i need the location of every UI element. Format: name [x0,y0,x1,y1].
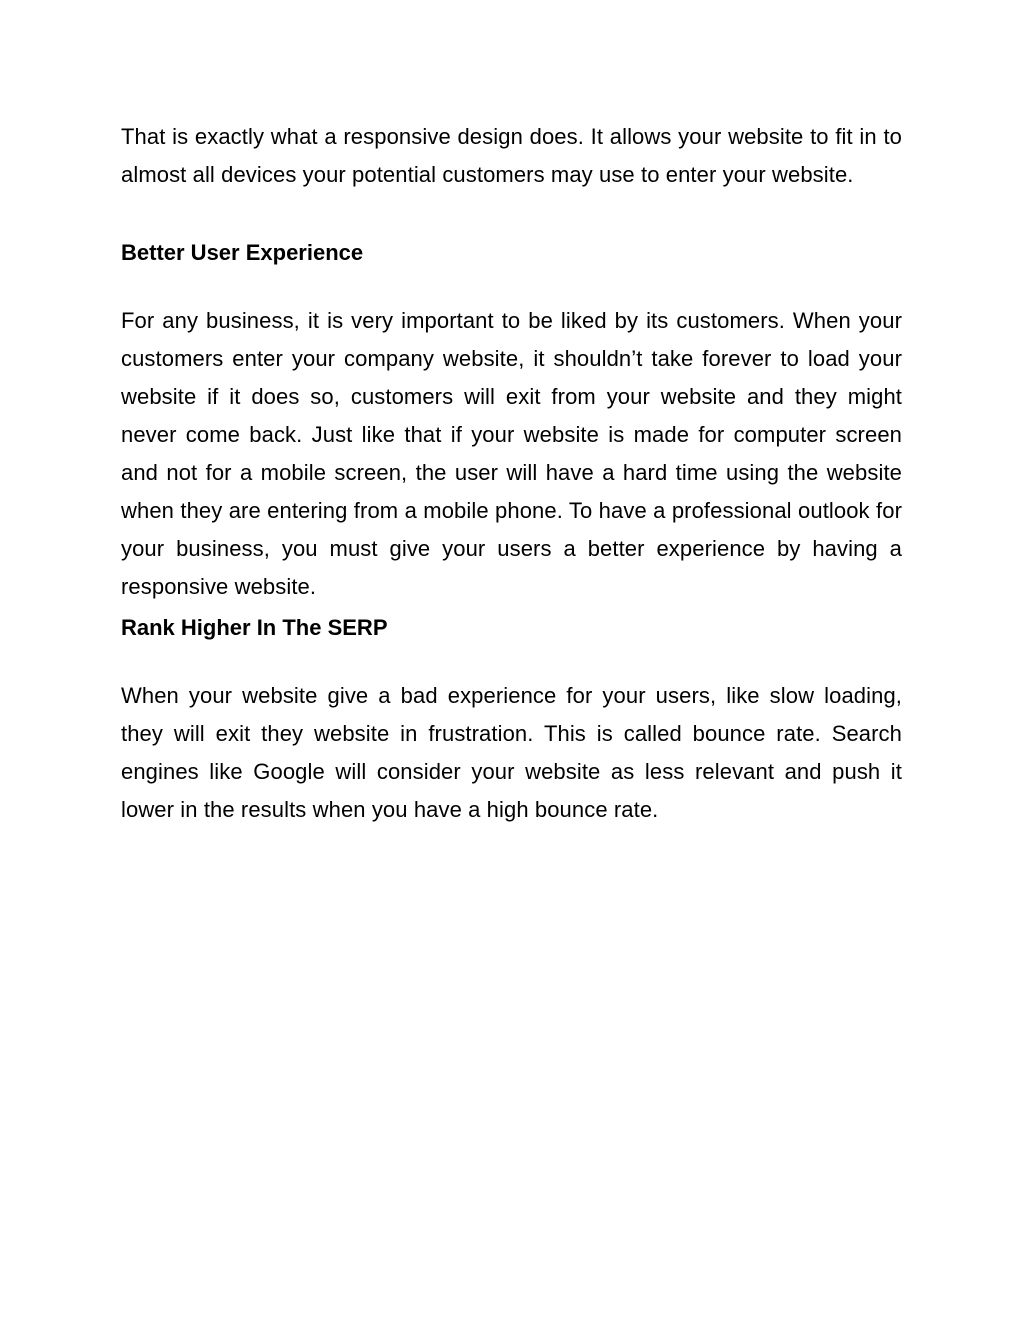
intro-paragraph: That is exactly what a responsive design does. It allows your website to fit in to almost all devices your potential customers may use to enter your website. [121,124,902,187]
section-heading-rank-higher: Rank Higher In The SERP [121,615,388,640]
spacer [121,647,902,677]
spacer [121,272,902,302]
spacer [121,194,902,234]
section-body-better-user-experience: For any business, it is very important to be liked by its customers. When your customers enter your company website, it shouldn’t take forever to load your website if it does so, customers will exit from your website and they might never come back. Just like that if your website is made for computer screen and not for a mobile screen, the user will have a hard time using the website when they are entering from a mobile phone. To have a professional outlook for your business, you must give your users a better experience by having a responsive website. [121,308,902,599]
document-content [121,118,902,829]
section-heading-better-user-experience: Better User Experience [121,240,364,265]
section-body-rank-higher: When your website give a bad experience for your users, like slow loading, they will exit they website in frustration. This is called bounce rate. Search engines like Google will consider your website as less relevant and push it lower in the results when you have a high bounce rate. [121,683,902,822]
